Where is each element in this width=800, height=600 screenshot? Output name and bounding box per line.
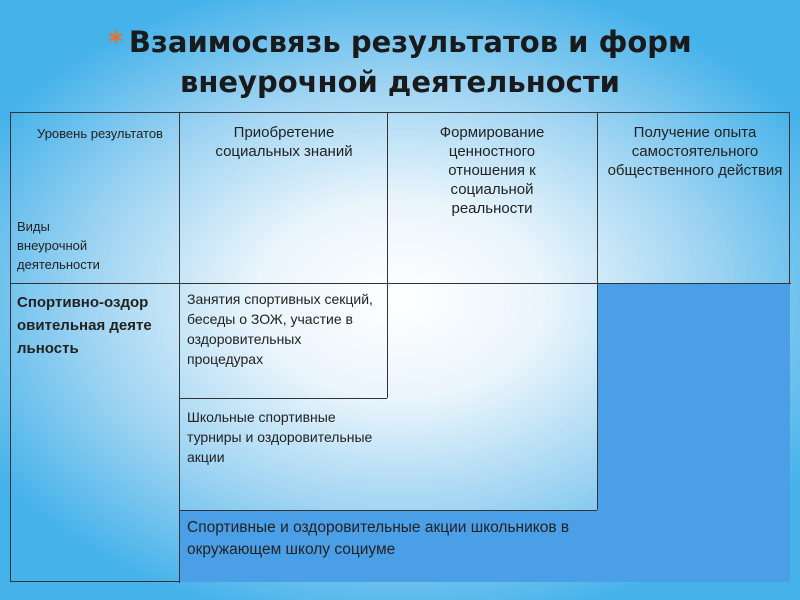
level3-item: Спортивные и оздоровительные акции школьников в окружающем школу социуме [187, 519, 570, 558]
level1-item-1: Занятия спортивных секций, беседы о ЗОЖ, участие в оздоровительных процедурах [187, 291, 373, 367]
bullet-star-icon: * [108, 25, 123, 58]
level3-fill [597, 284, 790, 582]
row-label-sport: Спортивно-оздоровительная деятельность [17, 294, 152, 357]
corner-activities-label: Виды внеурочной деятельности [17, 219, 100, 272]
header-level-1: Приобретение социальных знаний [215, 124, 353, 160]
title-line-1: Взаимосвязь результатов и форм [128, 25, 692, 59]
corner-results-label: Уровень результатов [37, 126, 163, 141]
results-table [10, 112, 790, 582]
header-level-3: Получение опыта самостоятельного общественного действия [607, 124, 783, 179]
level1-item-2: Школьные спортивные турниры и оздоровительные акции [187, 409, 373, 465]
header-level-2: Формирование ценностного отношения к социальной реальности [439, 124, 545, 217]
title-line-2: внеурочной деятельности [180, 65, 620, 99]
slide-title [0, 22, 800, 102]
corner-cell [11, 113, 179, 283]
